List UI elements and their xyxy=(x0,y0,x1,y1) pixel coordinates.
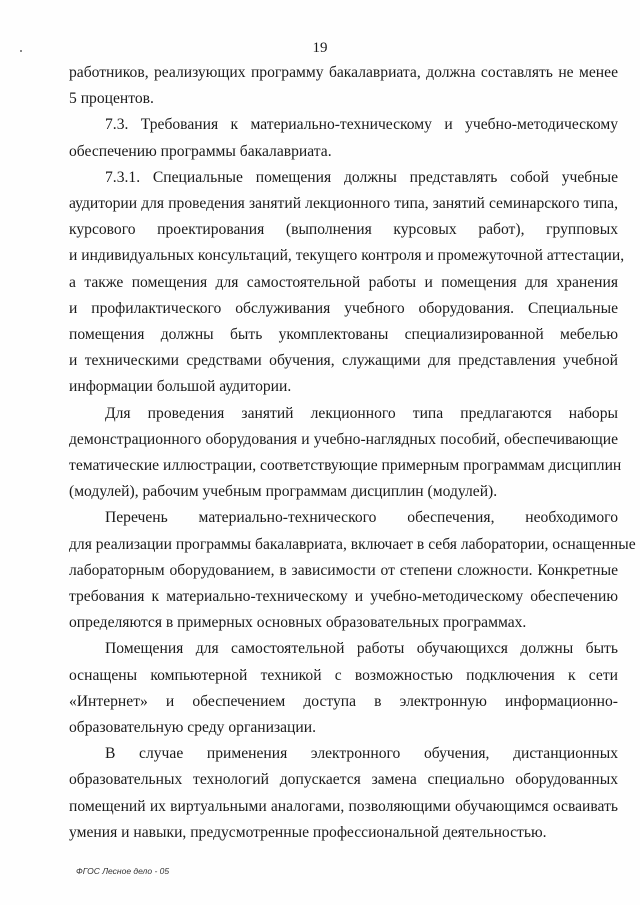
paragraph xyxy=(69,165,625,401)
text-line: помещений их виртуальными аналогами, позволяющими обучающимся осваивать xyxy=(69,797,618,815)
paragraph xyxy=(69,60,618,112)
text-line: тематические иллюстрации, соответствующие примерным программам дисциплин xyxy=(69,457,622,475)
text-line: Помещения для самостоятельной работы обучающихся должны быть xyxy=(105,640,618,658)
text-line: определяются в примерных основных образовательных программах. xyxy=(69,614,527,632)
text-line: оснащены компьютерной техникой с возможностью подключения к сети xyxy=(69,666,618,684)
text-line: (модулей), рабочим учебным программам дисциплин (модулей). xyxy=(69,483,498,501)
paragraph xyxy=(69,401,622,506)
paragraph xyxy=(69,505,636,636)
text-line: и индивидуальных консультаций, текущего контроля и промежуточной аттестации, xyxy=(69,247,625,265)
text-line: 7.3.1. Специальные помещения должны представлять собой учебные xyxy=(105,168,618,186)
text-line: курсового проектирования (выполнения курсовых работ), групповых xyxy=(69,221,618,239)
text-line: умения и навыки, предусмотренные профессиональной деятельностью. xyxy=(69,823,547,841)
text-line: требования к материально-техническому и учебно-методическому обеспечению xyxy=(69,588,618,606)
document-body xyxy=(69,60,636,846)
page-number: 19 xyxy=(312,40,328,56)
text-line: демонстрационного оборудования и учебно-наглядных пособий, обеспечивающие xyxy=(69,430,618,448)
text-line: 5 процентов. xyxy=(69,90,154,108)
text-line: образовательных технологий допускается замена специально оборудованных xyxy=(69,771,618,789)
text-line: «Интернет» и обеспечением доступа в электронную информационно- xyxy=(69,692,618,710)
text-line: помещения должны быть укомплектованы специализированной мебелью xyxy=(69,326,618,344)
text-line: а также помещения для самостоятельной работы и помещения для хранения xyxy=(69,273,618,291)
text-line: Перечень материально-технического обеспечения, необходимого xyxy=(105,509,618,527)
page-footer: ФГОС Лесное дело - 05 xyxy=(76,866,170,876)
paragraph xyxy=(69,636,618,741)
text-line: 7.3. Требования к материально-техническому и учебно-методическому xyxy=(105,116,618,134)
text-line: аудитории для проведения занятий лекционного типа, занятий семинарского типа, xyxy=(69,195,618,213)
text-line: Для проведения занятий лекционного типа предлагаются наборы xyxy=(105,404,618,422)
text-line: и профилактического обслуживания учебного оборудования. Специальные xyxy=(69,299,618,317)
text-line: лабораторным оборудованием, в зависимости от степени сложности. Конкретные xyxy=(69,561,618,579)
text-line: обеспечению программы бакалавриата. xyxy=(69,142,332,160)
paragraph xyxy=(69,112,618,164)
text-line: В случае применения электронного обучения, дистанционных xyxy=(105,745,618,763)
paragraph xyxy=(69,741,618,846)
text-line: работников, реализующих программу бакалавриата, должна составлять не менее xyxy=(69,64,618,81)
text-line: информации большой аудитории. xyxy=(69,378,292,396)
text-line: образовательную среду организации. xyxy=(69,719,316,737)
text-line: и техническими средствами обучения, служащими для представления учебной xyxy=(69,352,618,370)
text-line: для реализации программы бакалавриата, включает в себя лаборатории, оснащенные xyxy=(69,535,636,553)
